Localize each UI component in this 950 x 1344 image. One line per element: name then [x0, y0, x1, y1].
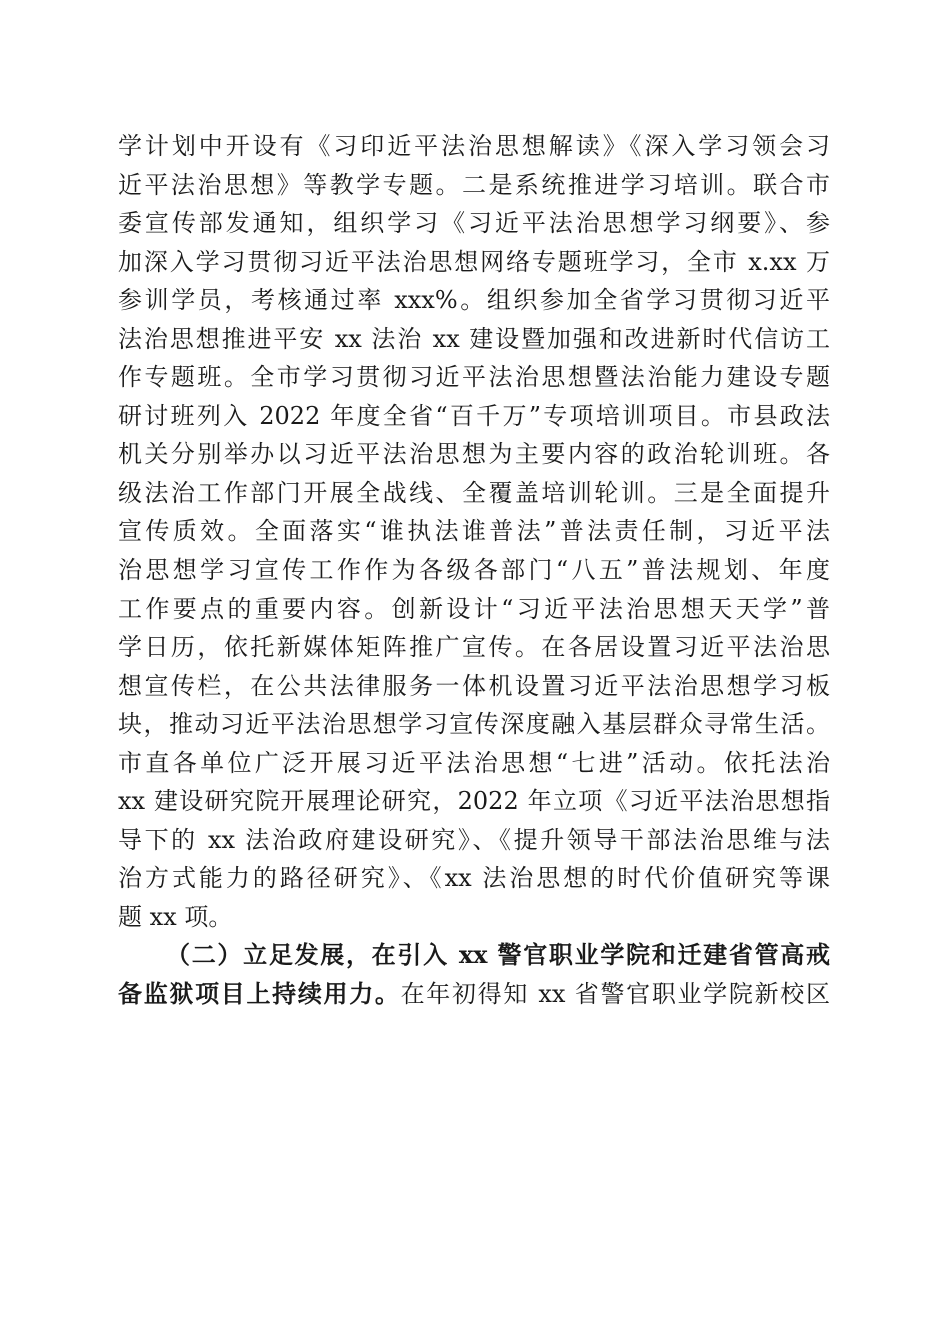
text-line: 学计划中开设有《习印近平法治思想解读》《深入学习领会习: [118, 132, 830, 160]
text-line-mixed: [118, 975, 830, 1014]
text-line: 学日历，依托新媒体矩阵推广宣传。在各居设置习近平法治思: [118, 633, 830, 662]
text-line: 法治思想推进平安 xx 法治 xx 建设暨加强和改进新时代信访工: [118, 324, 830, 353]
text-line: 工作要点的重要内容。创新设计“习近平法治思想天天学”普: [118, 594, 830, 623]
text-line: 研讨班列入 2022 年度全省“百千万”专项培训项目。市县政法: [118, 401, 830, 430]
text-line: 近平法治思想》等教学专题。二是系统推进学习培训。联合市: [118, 170, 830, 199]
text-line: xx 建设研究院开展理论研究，2022 年立项《习近平法治思想指: [118, 787, 830, 816]
text-line: 级法治工作部门开展全战线、全覆盖培训轮训。三是全面提升: [118, 478, 830, 507]
text-line: 市直各单位广泛开展习近平法治思想“七进”活动。依托法治: [118, 748, 830, 777]
section-heading-tail: 备监狱项目上持续用力。: [118, 979, 401, 1009]
text-line: 块，推动习近平法治思想学习宣传深度融入基层群众寻常生活。: [118, 710, 830, 739]
section-heading-line: （二）立足发展，在引入 xx 警官职业学院和迁建省管高戒: [166, 940, 830, 970]
text-line: 宣传质效。全面落实“谁执法谁普法”普法责任制，习近平法: [118, 517, 830, 546]
text-run: 在年初得知 xx 省警官职业学院新校区: [400, 980, 831, 1009]
text-line: 治方式能力的路径研究》、《xx 法治思想的时代价值研究等课: [118, 864, 830, 893]
text-line: 题 xx 项。: [118, 902, 233, 931]
text-line: 作专题班。全市学习贯彻习近平法治思想暨法治能力建设专题: [118, 363, 830, 392]
text-line: 委宣传部发通知，组织学习《习近平法治思想学习纲要》、参: [118, 209, 830, 238]
text-line: 参训学员，考核通过率 xxx%。组织参加全省学习贯彻习近平: [118, 286, 830, 315]
text-line: 想宣传栏，在公共法律服务一体机设置习近平法治思想学习板: [118, 671, 830, 700]
text-line: 机关分别举办以习近平法治思想为主要内容的政治轮训班。各: [118, 440, 830, 469]
document-body: [118, 127, 830, 1014]
text-line: 导下的 xx 法治政府建设研究》、《提升领导干部法治思维与法: [118, 825, 830, 854]
text-line: 加深入学习贯彻习近平法治思想网络专题班学习，全市 x.xx 万: [118, 247, 830, 276]
text-line: 治思想学习宣传工作作为各级各部门“八五”普法规划、年度: [118, 556, 830, 585]
